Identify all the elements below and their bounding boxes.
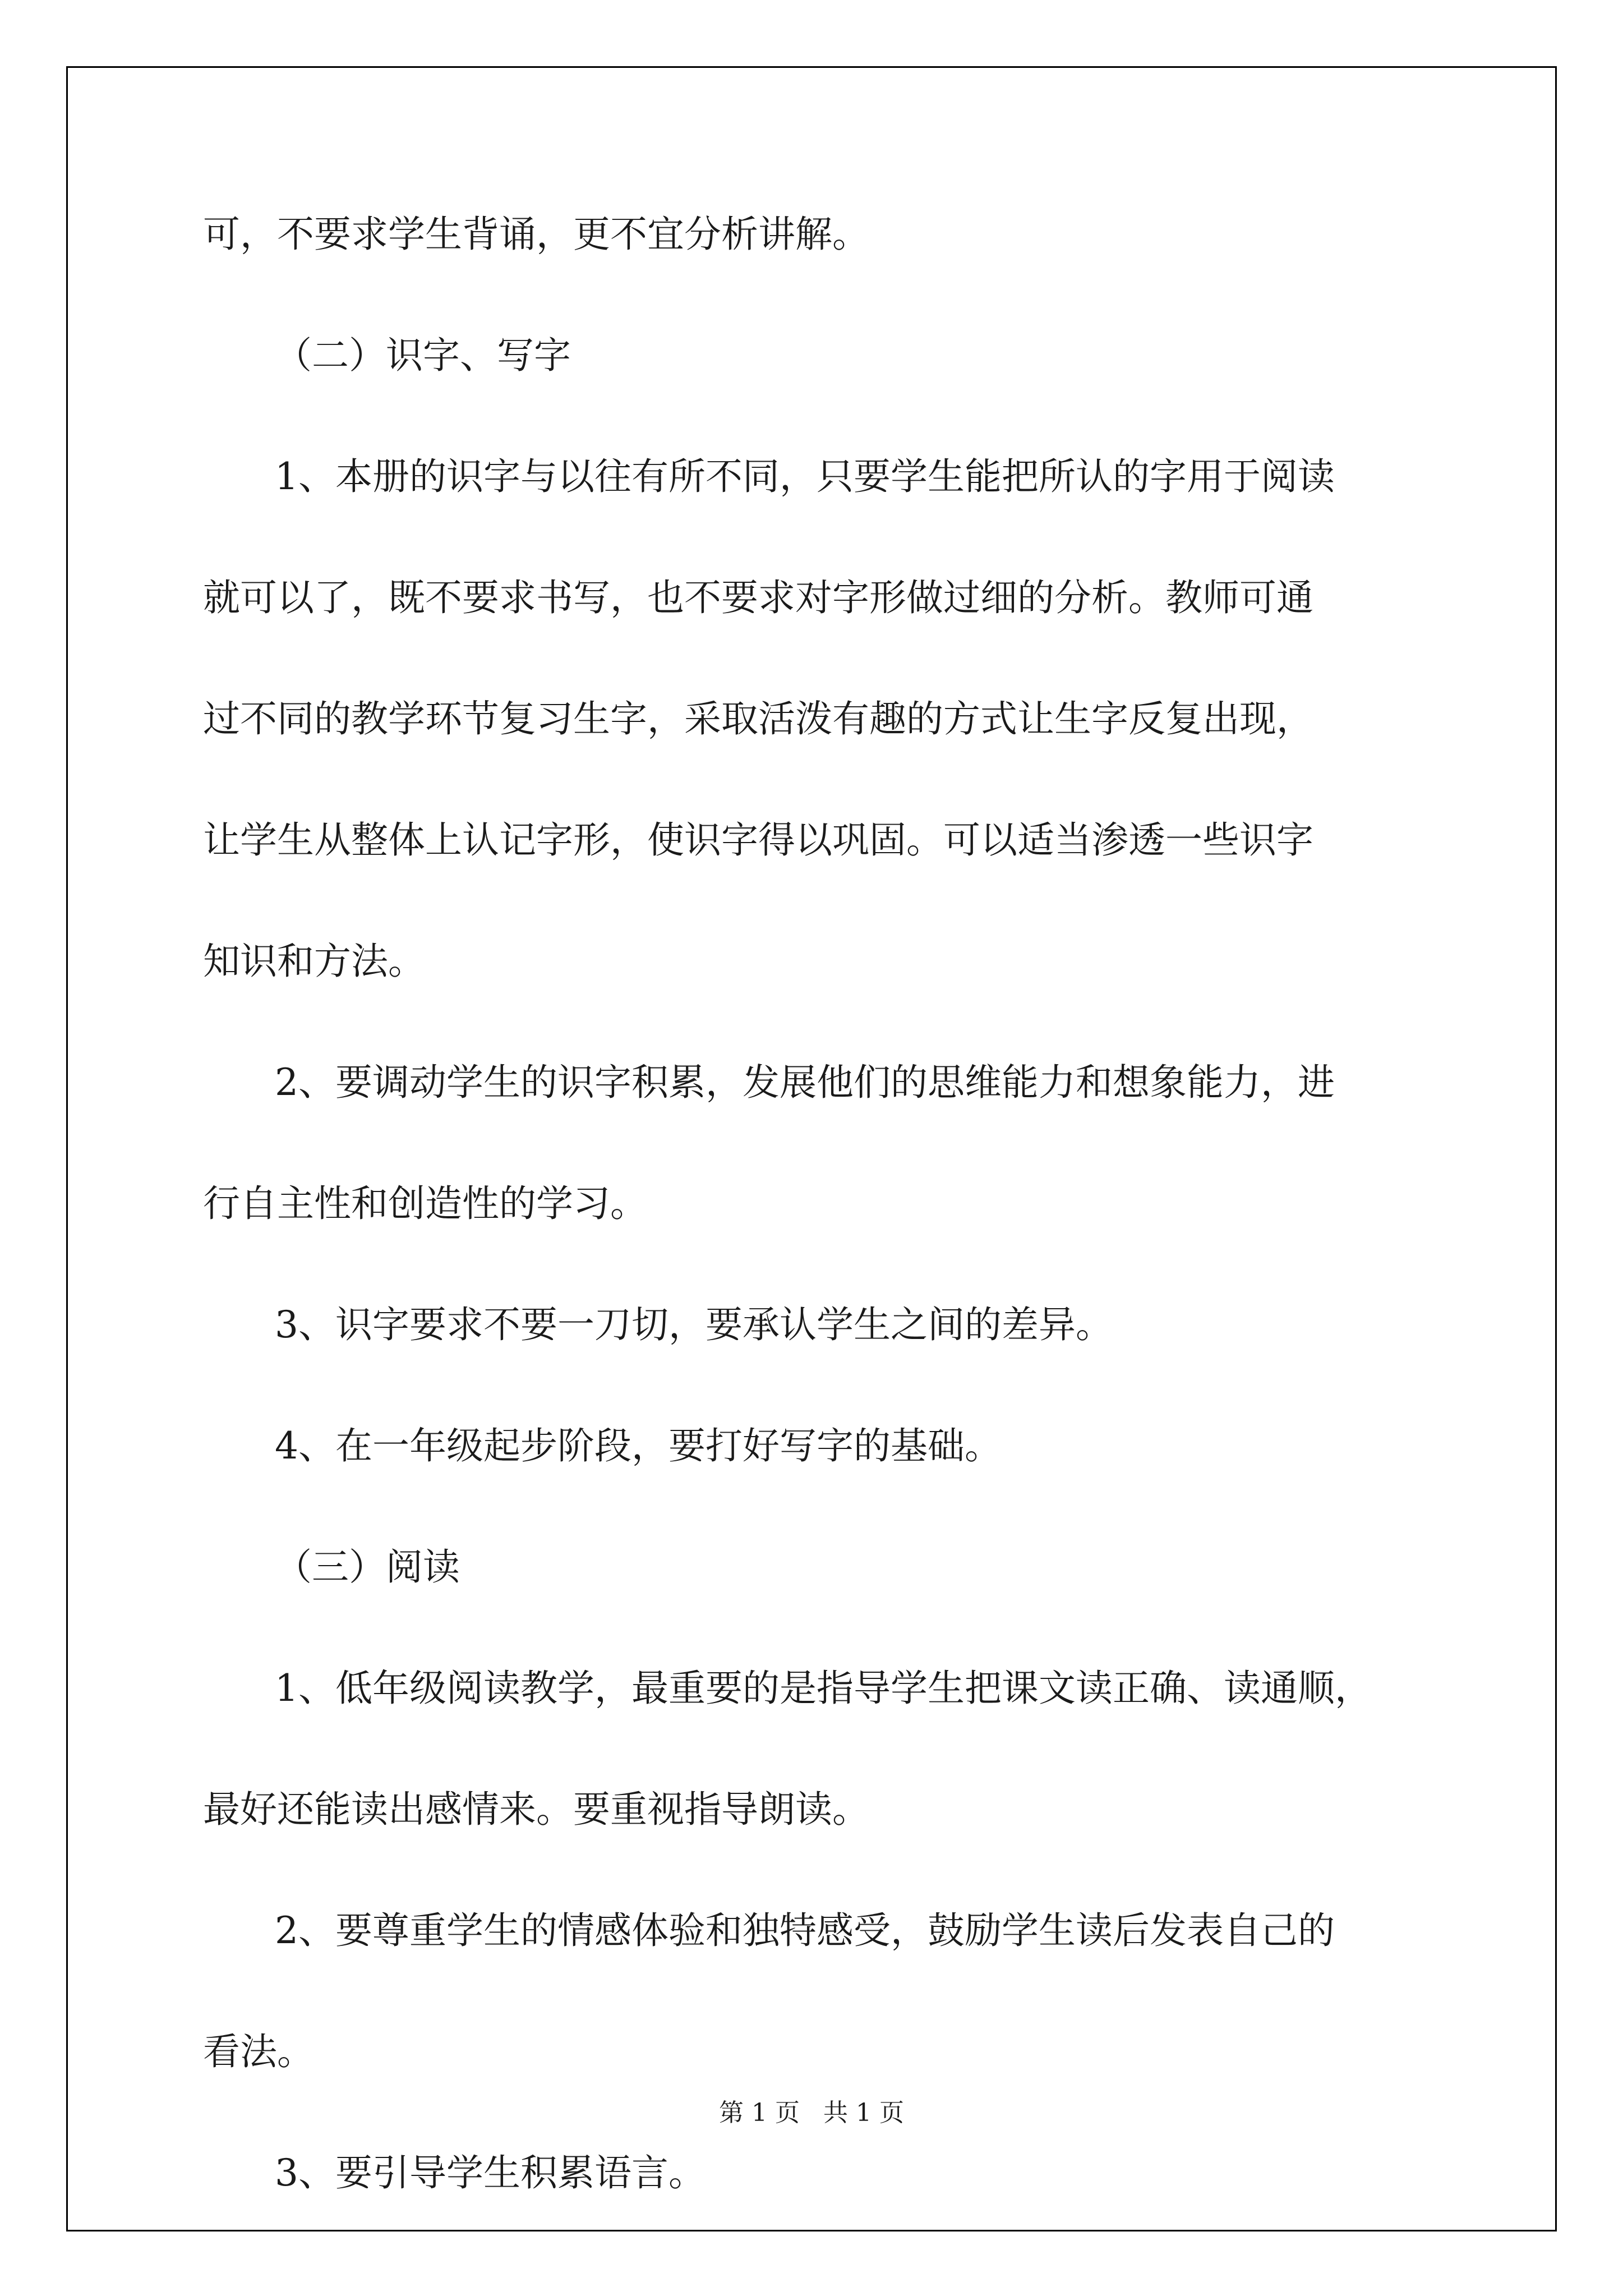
page-number: 第 1 页 <box>719 2099 800 2127</box>
paragraph-line: 2、要尊重学生的情感体验和独特感受，鼓励学生读后发表自己的 <box>275 1909 1335 1952</box>
paragraph-line: 1、本册的识字与以往有所不同，只要学生能把所认的字用于阅读 <box>275 455 1335 498</box>
paragraph-line: 可，不要求学生背诵，更不宜分析讲解。 <box>203 213 869 256</box>
paragraph-line: 让学生从整体上认记字形，使识字得以巩固。可以适当渗透一些识字 <box>203 818 1313 862</box>
paragraph-line: 3、识字要求不要一刀切，要承认学生之间的差异。 <box>275 1303 1113 1346</box>
paragraph-line: 最好还能读出感情来。要重视指导朗读。 <box>203 1788 869 1831</box>
paragraph-line: 看法。 <box>203 2030 314 2073</box>
page-border <box>66 66 1557 2231</box>
page-total: 共 1 页 <box>823 2099 904 2127</box>
paragraph-line: 1、低年级阅读教学，最重要的是指导学生把课文读正确、读通顺， <box>275 1667 1372 1710</box>
paragraph-line: 2、要调动学生的识字积累，发展他们的思维能力和想象能力，进 <box>275 1061 1335 1104</box>
paragraph-line: 3、要引导学生积累语言。 <box>275 2151 706 2194</box>
paragraph-line: 就可以了，既不要求书写，也不要求对字形做过细的分析。教师可通 <box>203 576 1313 619</box>
paragraph-line: 4、在一年级起步阶段，要打好写字的基础。 <box>275 1424 1002 1467</box>
section-heading: （二）识字、写字 <box>275 334 571 377</box>
paragraph-line: 知识和方法。 <box>203 940 425 983</box>
page-footer <box>0 2097 1623 2129</box>
section-heading: （三）阅读 <box>275 1545 460 1589</box>
paragraph-line: 过不同的教学环节复习生字，采取活泼有趣的方式让生字反复出现， <box>203 697 1313 740</box>
paragraph-line: 行自主性和创造性的学习。 <box>203 1182 647 1225</box>
